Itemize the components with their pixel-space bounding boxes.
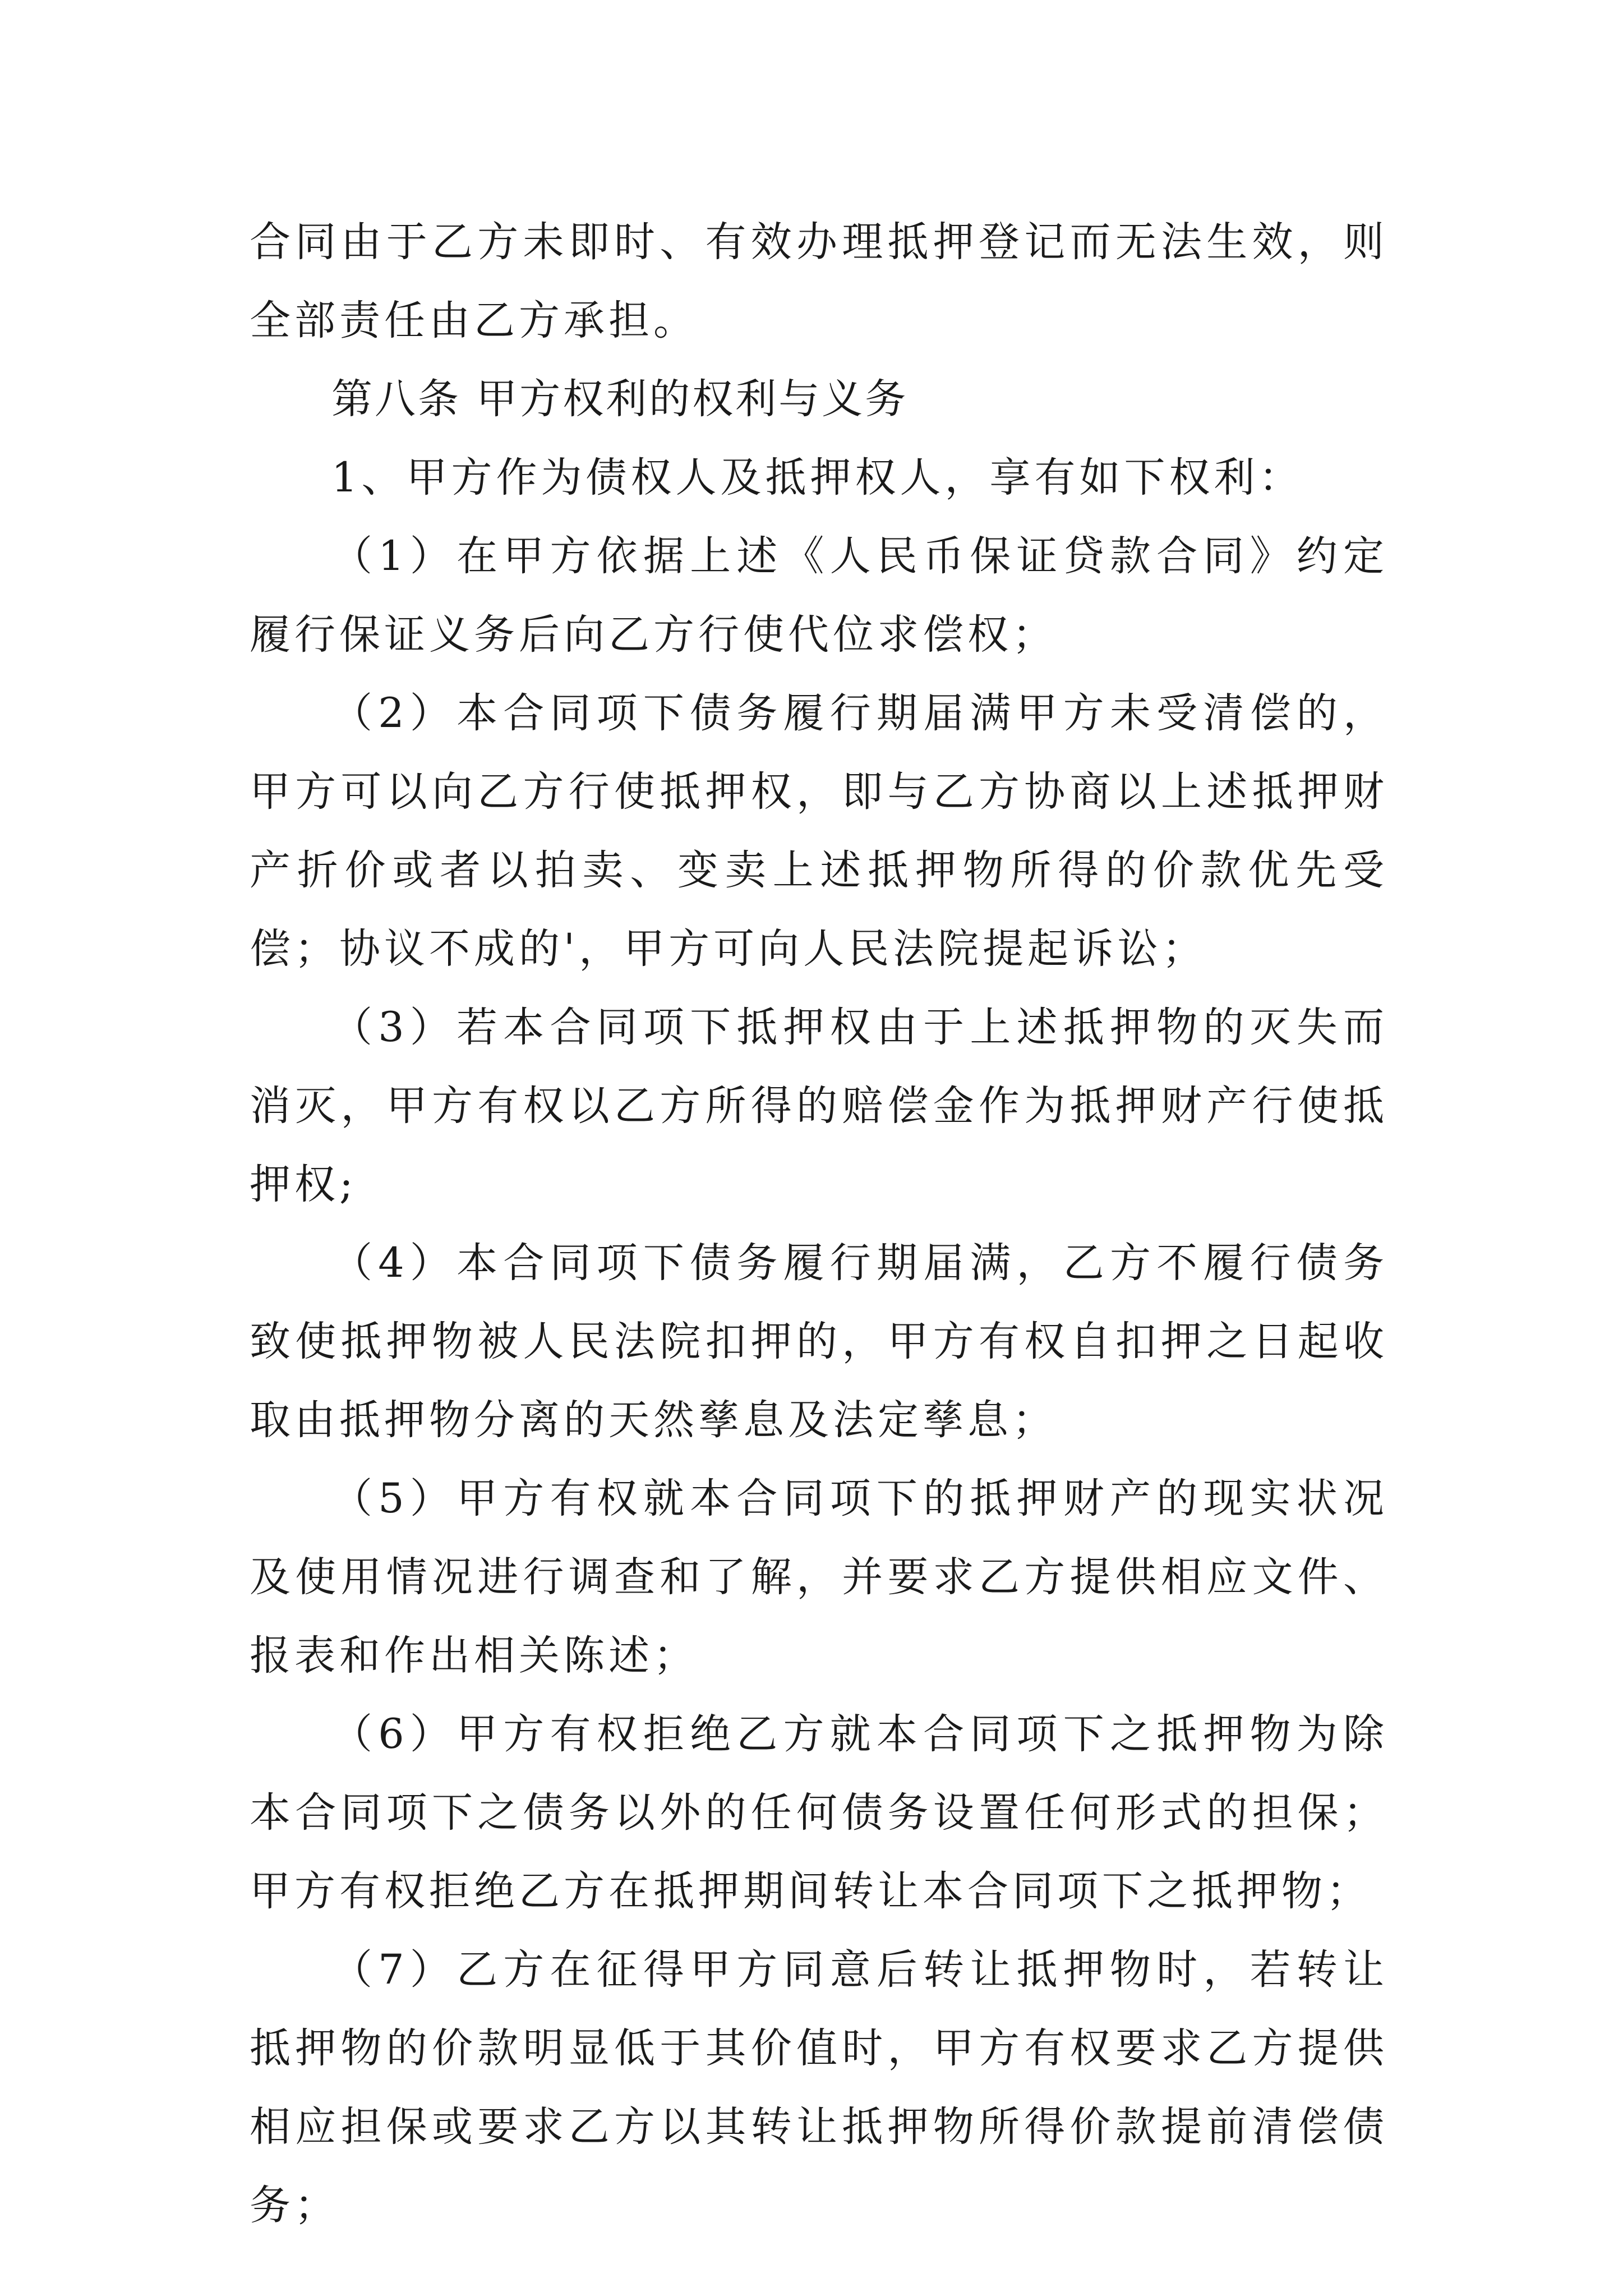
paragraph-continuation: 合同由于乙方未即时、有效办理抵押登记而无法生效，则全部责任由乙方承担。 [250, 218, 1388, 344]
clause-item-3: （3）若本合同项下抵押权由于上述抵押物的灭失而消灭，甲方有权以乙方所得的赔偿金作为抵押财产行使抵押权; [250, 1004, 1388, 1208]
document-body [250, 203, 1388, 2245]
clause-item-4: （4）本合同项下债务履行期届满，乙方不履行债务致使抵押物被人民法院扣押的，甲方有权自扣押之日起收取由抵押物分离的天然孳息及法定孳息； [250, 1239, 1388, 1444]
clause-item-2: （2）本合同项下债务履行期届满甲方未受清偿的，甲方可以向乙方行使抵押权，即与乙方协商以上述抵押财产折价或者以拍卖、变卖上述抵押物所得的价款优先受偿；协议不成的'，甲方可向人民法院提起诉讼； [250, 689, 1388, 973]
clause-intro: 1、甲方作为债权人及抵押权人，享有如下权利： [331, 454, 1304, 501]
clause-item-7: （7）乙方在征得甲方同意后转让抵押物时，若转让抵押物的价款明显低于其价值时，甲方有权要求乙方提供相应担保或要求乙方以其转让抵押物所得价款提前清偿债务； [250, 1946, 1388, 2229]
clause-item-6: （6）甲方有权拒绝乙方就本合同项下之抵押物为除本合同项下之债务以外的任何债务设置任何形式的担保；甲方有权拒绝乙方在抵押期间转让本合同项下之抵押物； [250, 1710, 1388, 1915]
clause-item-5: （5）甲方有权就本合同项下的抵押财产的现实状况及使用情况进行调查和了解，并要求乙方提供相应文件、报表和作出相关陈述； [250, 1475, 1388, 1680]
article-heading: 第八条 甲方权利的权利与义务 [331, 375, 909, 423]
clause-item-1: （1）在甲方依据上述《人民币保证贷款合同》约定履行保证义务后向乙方行使代位求偿权； [250, 532, 1388, 659]
